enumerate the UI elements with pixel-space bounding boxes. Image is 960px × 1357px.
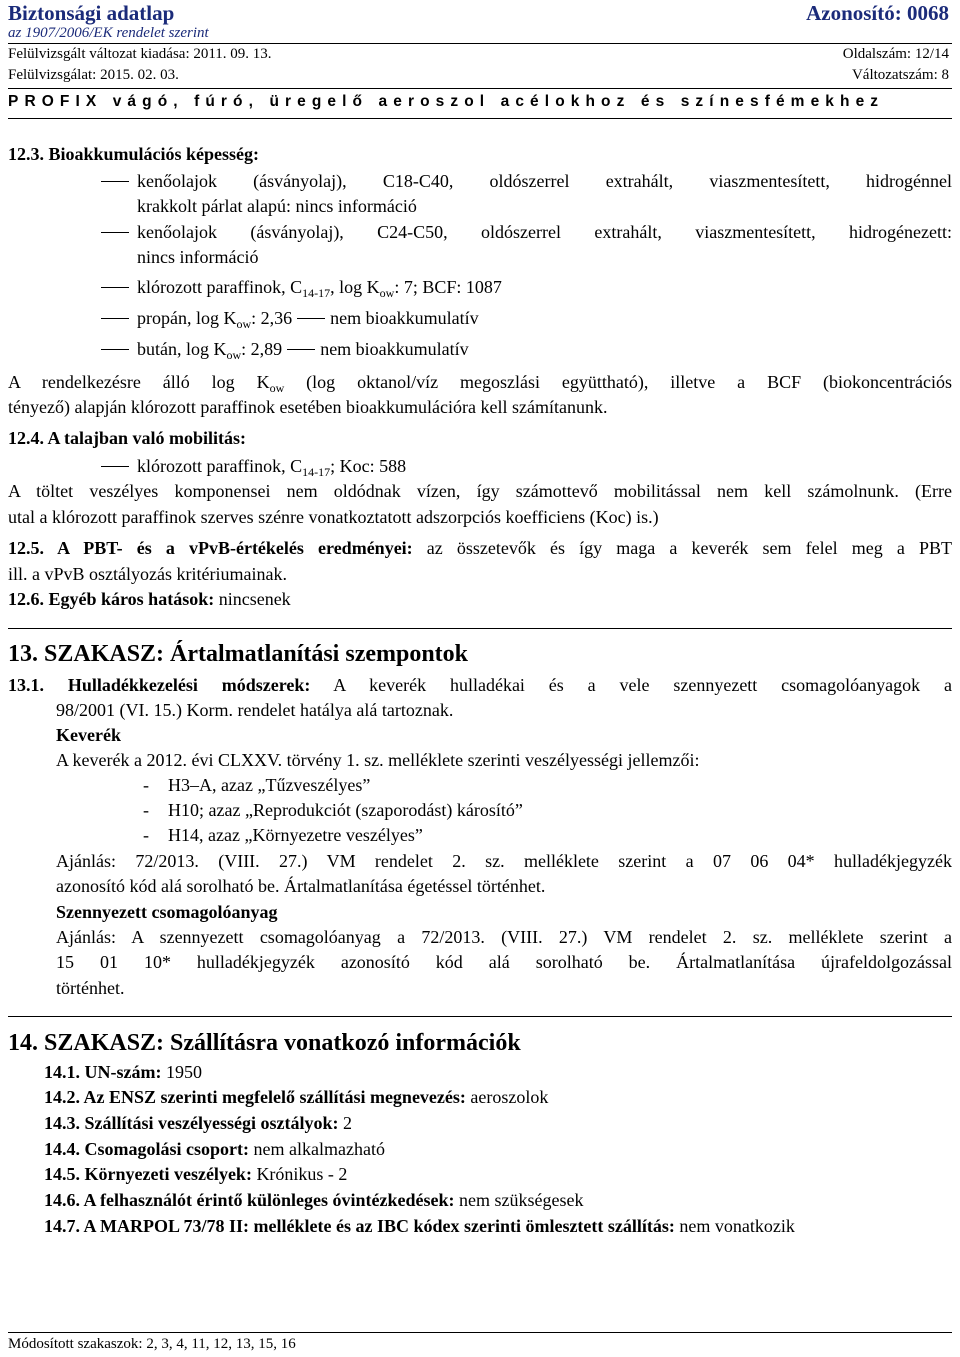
regulation-line: az 1907/2006/EK rendelet szerint: [8, 25, 209, 41]
dash: [101, 181, 129, 182]
s12-4-para-line2: utal a klórozott paraffinok szerves szénre vonatkoztatott adszorpciós koefficiens (Koc) is.): [8, 507, 659, 527]
modified-sections: Módosított szakaszok: 2, 3, 4, 11, 12, 13, 15, 16: [8, 1336, 296, 1352]
section-13-rule: [8, 628, 952, 629]
dash: [297, 318, 325, 319]
s12-4-item: klórozott paraffinok, $C_{14-17}$; Koc: 588: [101, 453, 406, 479]
hazard-item: - H3–A, azaz „Tűzveszélyes”: [143, 775, 371, 795]
s12-5-line1: 12.5. A PBT- és a vPvB-értékelés eredményei: az összetevők és így maga a keverék sem felel meg a PBT: [8, 538, 952, 558]
page-number: Oldalszám: 12/14: [842, 46, 949, 62]
document-title: Biztonsági adatlap: [8, 1, 175, 25]
transport-item: 14.5. Környezeti veszélyek: Krónikus - 2: [44, 1164, 348, 1184]
recommendation-1-line1: Ajánlás: 72/2013. (VIII. 27.) VM rendelet 2. sz. melléklete szerint a 07 06 04* hulladékjegyzék: [56, 851, 952, 871]
s12-3-item1-line1: kenőolajok (ásványolaj), C18-C40, oldószerrel extrahált, viaszmentesített, hidrogénnel: [101, 168, 952, 194]
revision-date: Felülvizsgálat: 2015. 02. 03.: [8, 67, 179, 83]
mixture-intro: A keverék a 2012. évi CLXXV. törvény 1. sz. melléklete szerinti veszélyességi jellemzői:: [56, 750, 700, 770]
s12-3-para-line1: A rendelkezésre álló $\log K_{ow}$ (log oktanol/víz megoszlási együttható), illetve a BCF (biokoncentrációs: [8, 372, 952, 395]
section-14-rule: [8, 1016, 952, 1017]
section-13-title: 13. SZAKASZ: Ártalmatlanítási szempontok: [8, 641, 469, 667]
s13-1-line2: 98/2001 (VI. 15.) Korm. rendelet hatálya alá tartoznak.: [56, 700, 454, 720]
s12-4-para-line1: A töltet veszélyes komponensei nem oldódnak vízen, így számottevő mobilitással nem kell számolnunk. (Erre: [8, 481, 952, 501]
s12-3-item4: propán, $\log K_{ow}$: 2,36 nem bioakkumulatív: [101, 305, 479, 331]
dash: [101, 349, 129, 350]
s12-3-item3: klórozott paraffinok, $C_{14-17}$, $\log K_{ow}$: 7; BCF: 1087: [101, 274, 502, 300]
mixture-heading: Keverék: [56, 725, 121, 745]
document-id: Azonosító: 0068: [806, 1, 949, 25]
s12-3-item5: bután, $\log K_{ow}$: 2,89 nem bioakkumulatív: [101, 336, 469, 362]
hazard-item: - H10; azaz „Reprodukciót (szaporodást) károsító”: [143, 800, 523, 820]
dash: [287, 349, 315, 350]
transport-item: 14.3. Szállítási veszélyességi osztályok: 2: [44, 1113, 352, 1133]
packaging-heading: Szennyezett csomagolóanyag: [56, 902, 278, 922]
dash: [101, 232, 129, 233]
transport-item: 14.2. Az ENSZ szerinti megfelelő szállítási megnevezés: aeroszolok: [44, 1087, 549, 1107]
recommendation-2-line3: történhet.: [56, 978, 125, 998]
dash: [101, 318, 129, 319]
s12-5-line2: ill. a vPvB osztályozás kritériumainak.: [8, 564, 287, 584]
header-rule-3: [8, 118, 952, 119]
dash: [101, 287, 129, 288]
section-12-3-heading: 12.3. Bioakkumulációs képesség:: [8, 144, 260, 164]
transport-item: 14.7. A MARPOL 73/78 II: melléklete és az IBC kódex szerinti ömlesztett szállítás: nem vonatkozik: [44, 1216, 795, 1236]
s12-3-item2-line2: nincs információ: [137, 247, 259, 267]
s12-3-item2-line1: kenőolajok (ásványolaj), C24-C50, oldószerrel extrahált, viaszmentesített, hidrogénezett:: [101, 219, 952, 245]
header-rule-2: [8, 88, 952, 89]
recommendation-2-line2: 15 01 10* hulladékjegyzék azonosító kód alá sorolható be. Ártalmatlanítása újrafeldolgozással: [56, 952, 952, 972]
section-14-title: 14. SZAKASZ: Szállításra vonatkozó információk: [8, 1030, 521, 1056]
section-12-4-heading: 12.4. A talajban való mobilitás:: [8, 428, 247, 448]
recommendation-1-line2: azonosító kód alá sorolható be. Ártalmatlanítása égetéssel történhet.: [56, 876, 546, 896]
product-name: PROFIX vágó, fúró, üregelő aeroszol acélokhoz és színesfémekhez: [8, 93, 885, 110]
s12-3-item1-line2: krakkolt párlat alapú: nincs információ: [137, 196, 417, 216]
s12-3-para-line2: tényező) alapján klórozott paraffinok esetében bioakkumulációra kell számítanunk.: [8, 397, 608, 417]
s12-6-line: 12.6. Egyéb káros hatások: nincsenek: [8, 589, 291, 609]
transport-item: 14.6. A felhasználót érintő különleges óvintézkedések: nem szükségesek: [44, 1190, 584, 1210]
transport-item: 14.1. UN-szám: 1950: [44, 1062, 202, 1082]
header-rule-1: [8, 43, 952, 44]
dash: [101, 466, 129, 467]
recommendation-2-line1: Ajánlás: A szennyezett csomagolóanyag a 72/2013. (VIII. 27.) VM rendelet 2. sz. melléklete szerint a: [56, 927, 952, 947]
revised-version-date: Felülvizsgált változat kiadása: 2011. 09. 13.: [8, 46, 272, 62]
s13-1-line1: 13.1. Hulladékkezelési módszerek: A keverék hulladékai és a vele szennyezett csomagolóanyagok a: [8, 675, 952, 695]
version-number: Változatszám: 8: [851, 67, 949, 83]
transport-item: 14.4. Csomagolási csoport: nem alkalmazható: [44, 1139, 385, 1159]
hazard-item: - H14, azaz „Környezetre veszélyes”: [143, 825, 423, 845]
footer-rule: [8, 1332, 952, 1333]
